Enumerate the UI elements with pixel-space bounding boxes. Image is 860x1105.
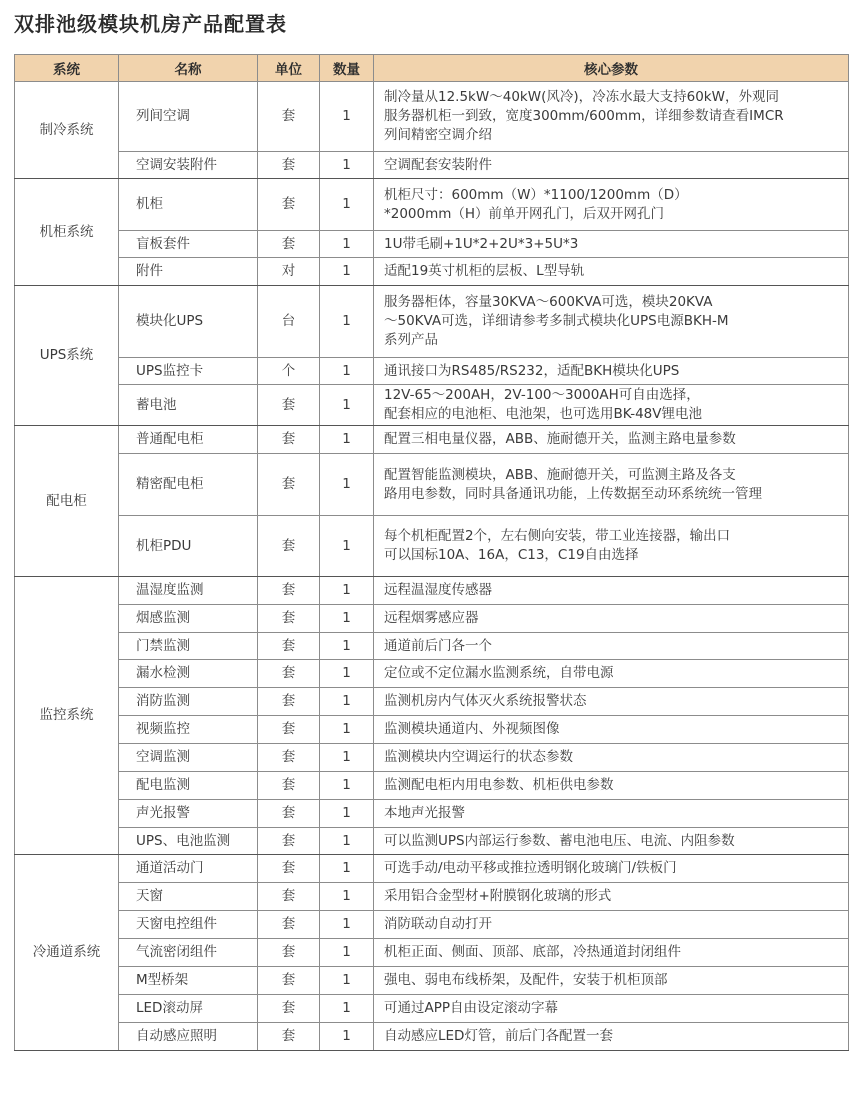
- table-row: [15, 82, 849, 152]
- item-name-cell: LED滚动屏: [119, 995, 258, 1023]
- item-name-cell: 附件: [119, 258, 258, 286]
- param-line: 空调配套安装附件: [384, 156, 492, 173]
- param-line: 自动感应LED灯管，前后门各配置一套: [384, 1028, 613, 1044]
- params-cell: [374, 358, 849, 385]
- param-line: 配置智能监测模块，ABB、施耐德开关，可监测主路及各支: [384, 466, 736, 483]
- param-line: 1U带毛刷+1U*2+2U*3+5U*3: [384, 235, 579, 252]
- params-cell: [374, 577, 849, 605]
- table-row: [15, 179, 849, 231]
- quantity-cell: 1: [320, 633, 374, 660]
- params-cell: [374, 286, 849, 358]
- params-cell: [374, 605, 849, 633]
- quantity-cell: 1: [320, 1023, 374, 1051]
- param-line: 可选手动/电动平移或推拉透明钢化玻璃门/铁板门: [384, 860, 677, 876]
- system-cell: 冷通道系统: [15, 855, 119, 1051]
- item-name-cell: 自动感应照明: [119, 1023, 258, 1051]
- table-row: [15, 855, 849, 883]
- table-row: [15, 577, 849, 605]
- item-name-cell: 配电监测: [119, 772, 258, 800]
- params-cell: [374, 179, 849, 231]
- quantity-cell: 1: [320, 82, 374, 152]
- system-cell: UPS系统: [15, 286, 119, 426]
- param-line: 可以国标10A、16A，C13，C19自由选择: [384, 547, 639, 563]
- header-qty: 数量: [320, 55, 374, 82]
- param-line: 配套相应的电池柜、电池架，也可选用BK-48V锂电池: [384, 406, 702, 422]
- unit-cell: 个: [258, 358, 320, 385]
- table-row: [15, 828, 849, 855]
- quantity-cell: 1: [320, 179, 374, 231]
- param-line: 每个机柜配置2个，左右侧向安装，带工业连接器，输出口: [384, 528, 731, 544]
- item-name-cell: 蓄电池: [119, 385, 258, 426]
- header-system: 系统: [15, 55, 119, 82]
- param-line: 机柜正面、侧面、顶部、底部，冷热通道封闭组件: [384, 944, 681, 960]
- item-name-cell: 天窗: [119, 883, 258, 911]
- table-row: [15, 995, 849, 1023]
- params-cell: [374, 660, 849, 688]
- unit-cell: 套: [258, 605, 320, 633]
- header-params: 核心参数: [374, 55, 849, 82]
- table-row: [15, 939, 849, 967]
- unit-cell: 套: [258, 967, 320, 995]
- table-row: [15, 967, 849, 995]
- table-row: [15, 605, 849, 633]
- unit-cell: 套: [258, 911, 320, 939]
- params-cell: [374, 1023, 849, 1051]
- table-row: [15, 772, 849, 800]
- quantity-cell: 1: [320, 577, 374, 605]
- item-name-cell: 机柜PDU: [119, 516, 258, 577]
- table-row: [15, 258, 849, 286]
- unit-cell: 套: [258, 179, 320, 231]
- quantity-cell: 1: [320, 688, 374, 716]
- unit-cell: 套: [258, 516, 320, 577]
- item-name-cell: 烟感监测: [119, 605, 258, 633]
- param-line: 通讯接口为RS485/RS232，适配BKH模块化UPS: [384, 362, 680, 379]
- quantity-cell: 1: [320, 152, 374, 179]
- param-line: 制冷量从12.5kW～40kW(风冷)，冷冻水最大支持60kW，外观同: [384, 89, 779, 105]
- table-row: [15, 231, 849, 258]
- param-line: 配置三相电量仪器，ABB、施耐德开关，监测主路电量参数: [384, 431, 736, 447]
- system-cell: 制冷系统: [15, 82, 119, 179]
- quantity-cell: 1: [320, 772, 374, 800]
- table-row: [15, 800, 849, 828]
- header-unit: 单位: [258, 55, 320, 82]
- item-name-cell: 视频监控: [119, 716, 258, 744]
- param-line: 强电、弱电布线桥架，及配件，安装于机柜顶部: [384, 972, 668, 988]
- quantity-cell: 1: [320, 516, 374, 577]
- param-line: 本地声光报警: [384, 805, 465, 821]
- system-cell: 机柜系统: [15, 179, 119, 286]
- item-name-cell: 天窗电控组件: [119, 911, 258, 939]
- table-row: [15, 516, 849, 577]
- page-title: 双排池级模块机房产品配置表: [14, 12, 287, 36]
- quantity-cell: 1: [320, 426, 374, 454]
- item-name-cell: 通道活动门: [119, 855, 258, 883]
- table-row: [15, 744, 849, 772]
- params-cell: [374, 516, 849, 577]
- item-name-cell: 空调安装附件: [119, 152, 258, 179]
- quantity-cell: 1: [320, 883, 374, 911]
- unit-cell: 套: [258, 385, 320, 426]
- params-cell: [374, 258, 849, 286]
- param-line: ～50KVA可选，详细请参考多制式模块化UPS电源BKH-M: [384, 313, 729, 329]
- item-name-cell: 机柜: [119, 179, 258, 231]
- param-line: 服务器机柜一到致，宽度300mm/600mm，详细参数请查看IMCR: [384, 108, 784, 124]
- unit-cell: 套: [258, 633, 320, 660]
- header-name: 名称: [119, 55, 258, 82]
- item-name-cell: 普通配电柜: [119, 426, 258, 454]
- params-cell: [374, 939, 849, 967]
- params-cell: [374, 426, 849, 454]
- quantity-cell: 1: [320, 716, 374, 744]
- quantity-cell: 1: [320, 454, 374, 516]
- param-line: 采用铝合金型材+附膜钢化玻璃的形式: [384, 888, 612, 904]
- params-cell: [374, 633, 849, 660]
- param-line: 机柜尺寸：600mm（W）*1100/1200mm（D）: [384, 186, 688, 203]
- params-cell: [374, 883, 849, 911]
- table-header-row: [15, 55, 849, 82]
- unit-cell: 套: [258, 660, 320, 688]
- table-row: [15, 883, 849, 911]
- params-cell: [374, 800, 849, 828]
- unit-cell: 套: [258, 995, 320, 1023]
- item-name-cell: 温湿度监测: [119, 577, 258, 605]
- params-cell: [374, 744, 849, 772]
- unit-cell: 套: [258, 855, 320, 883]
- quantity-cell: 1: [320, 939, 374, 967]
- unit-cell: 套: [258, 1023, 320, 1051]
- quantity-cell: 1: [320, 828, 374, 855]
- param-line: 定位或不定位漏水监测系统，自带电源: [384, 665, 614, 681]
- item-name-cell: M型桥架: [119, 967, 258, 995]
- param-line: 远程温湿度传感器: [384, 582, 492, 598]
- item-name-cell: 精密配电柜: [119, 454, 258, 516]
- unit-cell: 套: [258, 688, 320, 716]
- param-line: 远程烟雾感应器: [384, 610, 479, 626]
- unit-cell: 套: [258, 828, 320, 855]
- unit-cell: 台: [258, 286, 320, 358]
- quantity-cell: 1: [320, 995, 374, 1023]
- quantity-cell: 1: [320, 258, 374, 286]
- param-line: 12V-65～200AH，2V-100～3000AH可自由选择，: [384, 387, 700, 403]
- quantity-cell: 1: [320, 385, 374, 426]
- table-row: [15, 716, 849, 744]
- table-row: [15, 633, 849, 660]
- param-line: 系列产品: [384, 332, 438, 348]
- table-row: [15, 426, 849, 454]
- params-cell: [374, 716, 849, 744]
- param-line: 监测机房内气体灭火系统报警状态: [384, 693, 587, 709]
- quantity-cell: 1: [320, 605, 374, 633]
- quantity-cell: 1: [320, 286, 374, 358]
- params-cell: [374, 152, 849, 179]
- params-cell: [374, 688, 849, 716]
- table-row: [15, 688, 849, 716]
- param-line: 列间精密空调介绍: [384, 127, 492, 143]
- unit-cell: 套: [258, 577, 320, 605]
- item-name-cell: 盲板套件: [119, 231, 258, 258]
- table-row: [15, 1023, 849, 1051]
- quantity-cell: 1: [320, 967, 374, 995]
- unit-cell: 对: [258, 258, 320, 286]
- param-line: 监测模块内空调运行的状态参数: [384, 749, 573, 765]
- quantity-cell: 1: [320, 660, 374, 688]
- param-line: 路用电参数，同时具备通讯功能，上传数据至动环系统统一管理: [384, 485, 762, 502]
- param-line: 适配19英寸机柜的层板、L型导轨: [384, 263, 585, 279]
- table-row: [15, 152, 849, 179]
- param-line: 消防联动自动打开: [384, 916, 492, 932]
- item-name-cell: 模块化UPS: [119, 286, 258, 358]
- table-row: [15, 385, 849, 426]
- quantity-cell: 1: [320, 911, 374, 939]
- quantity-cell: 1: [320, 855, 374, 883]
- unit-cell: 套: [258, 426, 320, 454]
- params-cell: [374, 855, 849, 883]
- table-row: [15, 358, 849, 385]
- params-cell: [374, 911, 849, 939]
- params-cell: [374, 385, 849, 426]
- unit-cell: 套: [258, 454, 320, 516]
- system-cell: 监控系统: [15, 577, 119, 855]
- params-cell: [374, 995, 849, 1023]
- quantity-cell: 1: [320, 358, 374, 385]
- params-cell: [374, 828, 849, 855]
- item-name-cell: UPS监控卡: [119, 358, 258, 385]
- config-table: [14, 54, 849, 1051]
- params-cell: [374, 231, 849, 258]
- param-line: 通道前后门各一个: [384, 637, 492, 654]
- item-name-cell: 消防监测: [119, 688, 258, 716]
- item-name-cell: 门禁监测: [119, 633, 258, 660]
- item-name-cell: 空调监测: [119, 744, 258, 772]
- param-line: 可以监测UPS内部运行参数、蓄电池电压、电流、内阻参数: [384, 832, 735, 849]
- unit-cell: 套: [258, 231, 320, 258]
- param-line: 监测模块通道内、外视频图像: [384, 721, 560, 737]
- params-cell: [374, 772, 849, 800]
- unit-cell: 套: [258, 716, 320, 744]
- params-cell: [374, 454, 849, 516]
- unit-cell: 套: [258, 772, 320, 800]
- param-line: 可通过APP自由设定滚动字幕: [384, 1000, 559, 1016]
- params-cell: [374, 967, 849, 995]
- item-name-cell: 列间空调: [119, 82, 258, 152]
- param-line: *2000mm（H）前单开网孔门，后双开网孔门: [384, 205, 665, 222]
- param-line: 监测配电柜内用电参数、机柜供电参数: [384, 777, 614, 793]
- table-row: [15, 454, 849, 516]
- unit-cell: 套: [258, 152, 320, 179]
- table-row: [15, 660, 849, 688]
- params-cell: [374, 82, 849, 152]
- system-cell: 配电柜: [15, 426, 119, 577]
- item-name-cell: UPS、电池监测: [119, 828, 258, 855]
- item-name-cell: 声光报警: [119, 800, 258, 828]
- item-name-cell: 气流密闭组件: [119, 939, 258, 967]
- quantity-cell: 1: [320, 800, 374, 828]
- item-name-cell: 漏水检测: [119, 660, 258, 688]
- unit-cell: 套: [258, 883, 320, 911]
- unit-cell: 套: [258, 800, 320, 828]
- quantity-cell: 1: [320, 231, 374, 258]
- quantity-cell: 1: [320, 744, 374, 772]
- table-row: [15, 286, 849, 358]
- unit-cell: 套: [258, 939, 320, 967]
- table-body: [15, 82, 849, 1051]
- unit-cell: 套: [258, 744, 320, 772]
- table-row: [15, 911, 849, 939]
- unit-cell: 套: [258, 82, 320, 152]
- param-line: 服务器柜体，容量30KVA～600KVA可选，模块20KVA: [384, 294, 713, 310]
